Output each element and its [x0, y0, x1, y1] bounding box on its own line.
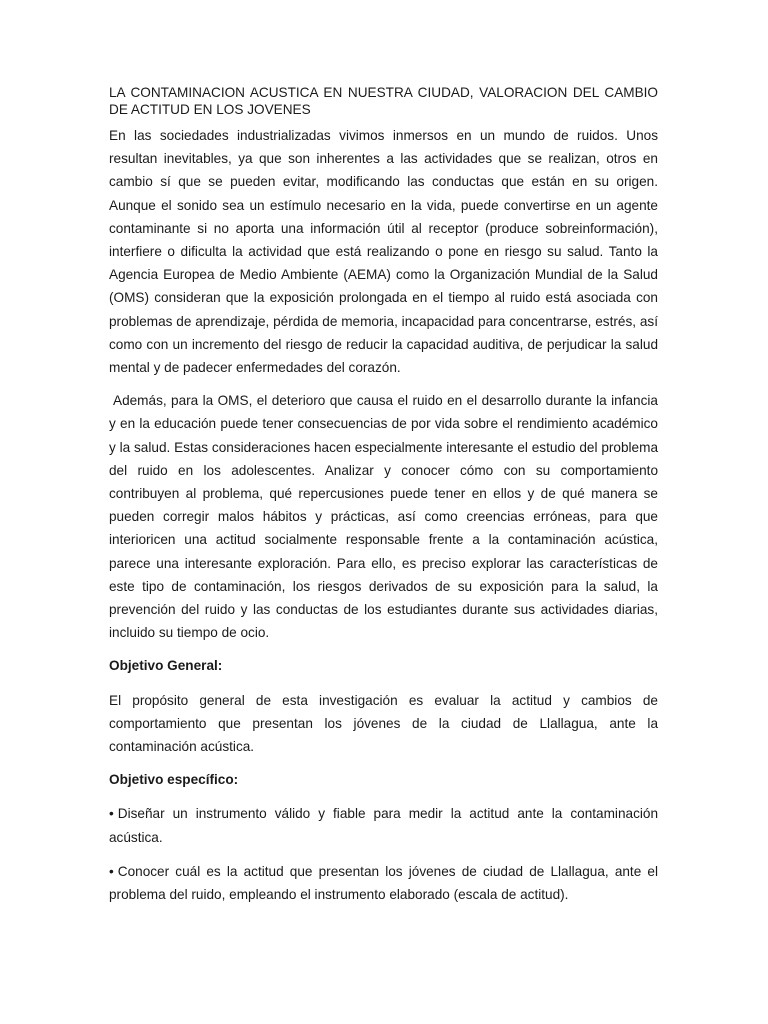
- oms-paragraph: Además, para la OMS, el deterioro que causa el ruido en el desarrollo durante la infancia y en la educación puede tener consecuencias de por vida sobre el rendimiento académico y la salud. Estas consideraciones hacen especialmente interesante el estudio del problema del ruido en los adolescentes. Analizar y conocer cómo con su comportamiento contribuyen al problema, qué repercusiones puede tener en ellos y de qué manera se pueden corregir malos hábitos y prácticas, así como creencias erróneas, para que interioricen una actitud socialmente responsable frente a la contaminación acústica, parece una interesante exploración. Para ello, es preciso explorar las características de este tipo de contaminación, los riesgos derivados de su exposición para la salud, la prevención del ruido y las conductas de los estudiantes durante sus actividades diarias, incluido su tiempo de ocio.: [109, 393, 658, 641]
- specific-objective-item: [109, 802, 658, 848]
- specific-objective-item: [109, 860, 658, 906]
- general-objective-heading: Objetivo General:: [109, 658, 223, 674]
- intro-paragraph: En las sociedades industrializadas vivimos inmersos en un mundo de ruidos. Unos resultan inevitables, ya que son inherentes a las actividades que se realizan, otros en cambio sí que se pueden evitar, modificando las conductas que están en su origen. Aunque el sonido sea un estímulo necesario en la vida, puede convertirse en un agente contaminante si no aporta una información útil al receptor (produce sobreinformación), interfiere o dificulta la actividad que está realizando o pone en riesgo su salud. Tanto la Agencia Europea de Medio Ambiente (AEMA) como la Organización Mundial de la Salud (OMS) consideran que la exposición prolongada en el tiempo al ruido está asociada con problemas de aprendizaje, pérdida de memoria, incapacidad para concentrarse, estrés, así como con un incremento del riesgo de reducir la capacidad auditiva, de perjudicar la salud mental y de padecer enfermedades del corazón.: [109, 128, 658, 376]
- specific-objective-heading: Objetivo específico:: [109, 772, 239, 788]
- specific-objective-item-text: Conocer cuál es la actitud que presentan los jóvenes de ciudad de Llallagua, ante el problema del ruido, empleando el instrumento elaborado (escala de actitud).: [109, 863, 658, 903]
- bullet-icon: •: [109, 863, 114, 879]
- general-objective-text: El propósito general de esta investigación es evaluar la actitud y cambios de comportamiento que presentan los jóvenes de la ciudad de Llallagua, ante la contaminación acústica.: [109, 692, 658, 755]
- specific-objective-item-text: Diseñar un instrumento válido y fiable para medir la actitud ante la contaminación acústica.: [109, 806, 658, 845]
- bullet-icon: •: [109, 806, 114, 822]
- document-page: [109, 84, 658, 906]
- document-title: LA CONTAMINACION ACUSTICA EN NUESTRA CIUDAD, VALORACION DEL CAMBIO DE ACTITUD EN LOS JOVENES: [109, 85, 658, 117]
